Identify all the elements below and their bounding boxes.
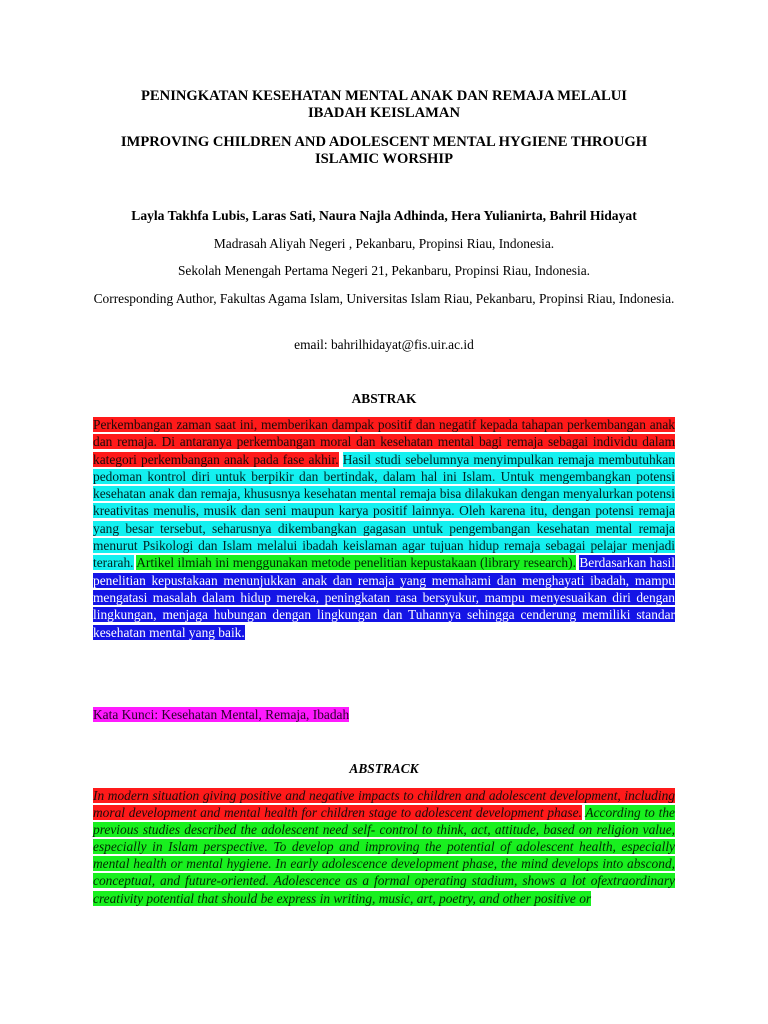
abstrak-segment-background: Perkembangan zaman saat ini, memberikan dampak positif dan negatif kepada tahapan perkembangan anak dan remaja. Di antaranya perkembangan moral dan kesehatan mental bagi remaja sebagai individu dalam kategori perkembangan anak pada fase akhir. [93, 417, 675, 467]
abstrak-segment-results: Berdasarkan hasil penelitian kepustakaan menunjukkan anak dan remaja yang memahami dan menghayati ibadah, mampu mengatasi masalah dalam hidup mereka, peningkatan rasa bersyukur, mampu menyesuaikan diri dengan lingkungan, menjaga hubungan dengan lingkungan dan Tuhannya sehingga cenderung memiliki standar kesehatan mental yang baik. [93, 555, 675, 640]
affiliation-2: Sekolah Menengah Pertama Negeri 21, Pekanbaru, Propinsi Riau, Indonesia. [177, 263, 591, 278]
abstract-english-heading: ABSTRACK [349, 761, 419, 776]
abstract-english-body [93, 787, 675, 907]
abstrak-heading: ABSTRAK [351, 391, 417, 406]
author-list: Layla Takhfa Lubis, Laras Sati, Naura Najla Adhinda, Hera Yulianirta, Bahril Hidayat [131, 208, 637, 223]
keywords-line [93, 706, 349, 724]
keywords-text: Kata Kunci: Kesehatan Mental, Remaja, Ibadah [93, 707, 350, 722]
abstract-segment-prior-studies: According to the previous studies described the adolescent need self- control to think, act, attitude, based on religion value, especially in Islam perspective. To develop and improving the potential of adolescent health, especially mental health or mental hygiene. In early adolescence development phase, the mind develops into abscond, conceptual, and future-oriented. Adolescence as a formal operating stadium, shows a lot ofextraordinary creativity potential that should be express in writing, music, art, poetry, and other positive or [93, 805, 675, 906]
abstrak-segment-method: Artikel ilmiah ini menggunakan metode penelitian kepustakaan (library research). [136, 555, 576, 571]
title-indonesian: PENINGKATAN KESEHATAN MENTAL ANAK DAN REMAJA MELALUI IBADAH KEISLAMAN [141, 88, 627, 121]
affiliation-1: Madrasah Aliyah Negeri , Pekanbaru, Propinsi Riau, Indonesia. [213, 236, 555, 251]
abstrak-body [93, 416, 675, 641]
title-english: IMPROVING CHILDREN AND ADOLESCENT MENTAL HYGIENE THROUGH ISLAMIC WORSHIP [120, 134, 648, 167]
abstrak-segment-prior-studies: Hasil studi sebelumnya menyimpulkan remaja membutuhkan pedoman kontrol diri untuk berpikir dan bertindak, dalam hal ini Islam. Untuk mengembangkan potensi kesehatan anak dan remaja, khususnya kesehatan mental remaja bisa dilakukan dengan menyalurkan potensi kreativitas menulis, musik dan seni maupun karya positif lainnya. Oleh karena itu, dengan potensi remaja yang besar tersebut, seharusnya dikembangkan gagasan untuk pengembangan kesehatan mental remaja menurut Psikologi dan Islam melalui ibadah keislaman agar tujuan hidup remaja sebagai pelajar menjadi terarah. [93, 451, 675, 571]
affiliation-corresponding: Corresponding Author, Fakultas Agama Islam, Universitas Islam Riau, Pekanbaru, Propinsi Riau, Indonesia. [93, 291, 675, 306]
abstract-segment-background: In modern situation giving positive and negative impacts to children and adolescent development, including moral development and mental health for children stage to adolescent development phase. [93, 788, 675, 821]
email-line: email: bahrilhidayat@fis.uir.ac.id [294, 337, 474, 352]
